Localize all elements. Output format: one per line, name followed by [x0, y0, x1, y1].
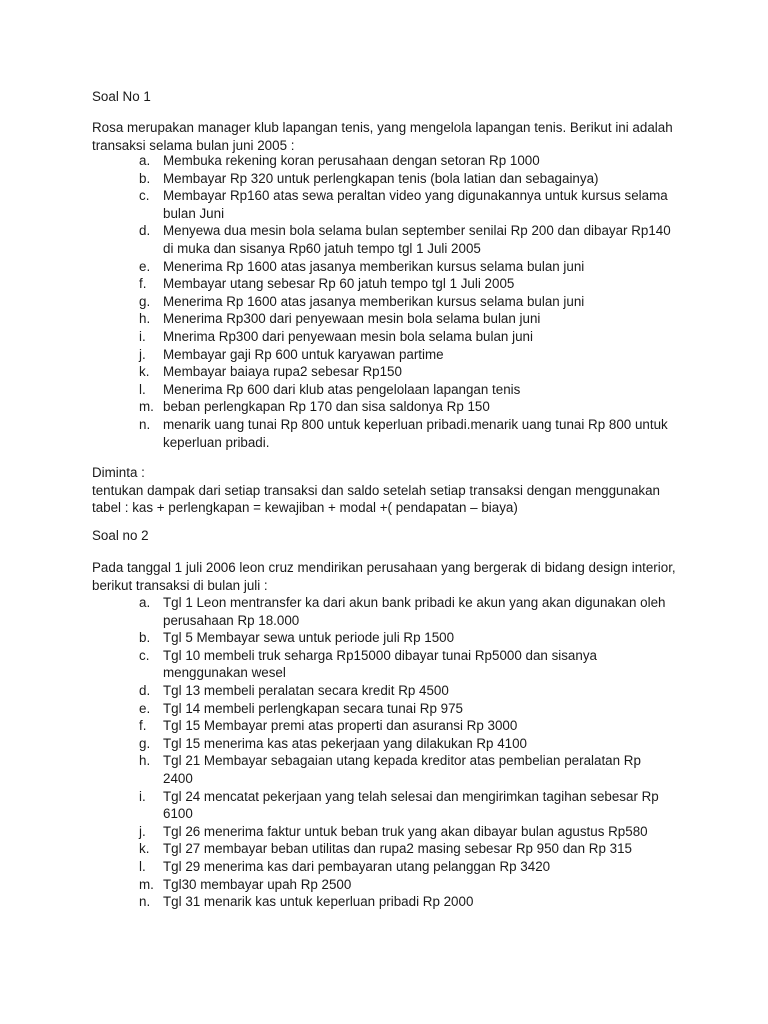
- list-marker: j.: [139, 346, 146, 362]
- list-marker: i.: [139, 788, 146, 804]
- list-marker: c.: [139, 188, 150, 204]
- list-item-text: Tgl 29 menerima kas dari pembayaran utang pelanggan Rp 3420: [163, 858, 551, 874]
- list-marker: k.: [139, 841, 150, 857]
- list-marker: b.: [139, 630, 151, 646]
- list-item-text: Tgl 27 membayar beban utilitas dan rupa2 masing sebesar Rp 950 dan Rp 315: [163, 841, 632, 857]
- list-item: [0, 363, 673, 381]
- list-item: [0, 840, 673, 858]
- list-item-text: Tgl 24 mencatat pekerjaan yang telah selesai dan mengirimkan tagihan sebesar Rp 6100: [163, 788, 659, 822]
- list-marker: k.: [139, 364, 150, 380]
- list-item-text: Tgl 1 Leon mentransfer ka dari akun bank pribadi ke akun yang akan digunakan oleh perusahaan Rp 18.000: [163, 595, 666, 628]
- list-item: [0, 893, 673, 911]
- list-item: [0, 275, 673, 293]
- list-item-text: Tgl 15 Membayar premi atas properti dan asuransi Rp 3000: [163, 718, 518, 734]
- list-marker: e.: [139, 258, 151, 274]
- list-marker: c.: [139, 647, 150, 663]
- list-item-text: Tgl 21 Membayar sebagaian utang kepada kreditor atas pembelian peralatan Rp 2400: [163, 753, 641, 786]
- list-item: [0, 416, 673, 451]
- list-item: [0, 858, 673, 876]
- soal-2-intro: Pada tanggal 1 juli 2006 leon cruz mendirikan perusahaan yang bergerak di bidang design interior, berikut transaksi di bulan juli :: [92, 560, 676, 593]
- diminta-text: tentukan dampak dari setiap transaksi dan saldo setelah setiap transaksi dengan menggunakan tabel : kas + perlengkapan = kewajiban + modal +( pendapatan – biaya): [92, 482, 660, 516]
- list-item: [0, 717, 673, 735]
- soal-2-transaction-list: [0, 594, 700, 911]
- list-marker: m.: [139, 399, 154, 415]
- soal-1-transaction-list: [0, 152, 700, 451]
- list-item: [0, 398, 673, 416]
- list-item-text: Tgl 10 membeli truk seharga Rp15000 dibayar tunai Rp5000 dan sisanya menggunakan wesel: [163, 647, 597, 681]
- list-marker: g.: [139, 293, 151, 309]
- list-item: [0, 700, 673, 718]
- list-item-text: Mnerima Rp300 dari penyewaan mesin bola selama bulan juni: [163, 328, 533, 344]
- list-item: [0, 876, 673, 894]
- diminta-section: [92, 464, 692, 517]
- list-item-text: Tgl 5 Membayar sewa untuk periode juli Rp 1500: [163, 630, 455, 646]
- list-item-text: beban perlengkapan Rp 170 dan sisa saldonya Rp 150: [163, 399, 490, 415]
- list-marker: m.: [139, 876, 154, 892]
- list-item: [0, 381, 673, 399]
- list-item: [0, 328, 673, 346]
- list-item-text: Membayar utang sebesar Rp 60 jatuh tempo tgl 1 Juli 2005: [163, 276, 515, 292]
- list-item: [0, 310, 673, 328]
- list-item-text: Tgl 31 menarik kas untuk keperluan pribadi Rp 2000: [163, 894, 474, 910]
- list-item: [0, 152, 673, 170]
- list-item-text: Membayar gaji Rp 600 untuk karyawan partime: [163, 346, 444, 362]
- list-item: [0, 187, 673, 222]
- list-item-text: Membayar Rp 320 untuk perlengkapan tenis (bola latian dan sebagainya): [163, 170, 599, 186]
- list-marker: n.: [139, 416, 151, 432]
- list-item: [0, 752, 673, 787]
- list-item-text: Menerima Rp300 dari penyewaan mesin bola selama bulan juni: [163, 311, 541, 327]
- list-item: [0, 788, 673, 823]
- list-marker: l.: [139, 381, 146, 397]
- soal-2-heading: Soal no 2: [92, 528, 149, 543]
- diminta-label: Diminta :: [92, 465, 145, 480]
- list-item: [0, 258, 673, 276]
- list-marker: d.: [139, 682, 151, 698]
- list-item: [0, 647, 673, 682]
- list-marker: h.: [139, 753, 151, 769]
- list-item: [0, 346, 673, 364]
- list-item: [0, 594, 673, 629]
- list-marker: b.: [139, 170, 151, 186]
- list-item: [0, 823, 673, 841]
- list-item-text: Tgl 26 menerima faktur untuk beban truk yang akan dibayar bulan agustus Rp580: [163, 823, 648, 839]
- list-marker: d.: [139, 223, 151, 239]
- list-item-text: Membuka rekening koran perusahaan dengan setoran Rp 1000: [163, 153, 540, 168]
- list-marker: l.: [139, 858, 146, 874]
- list-item-text: Tgl 13 membeli peralatan secara kredit Rp 4500: [163, 682, 449, 698]
- list-marker: a.: [139, 595, 151, 610]
- list-marker: f.: [139, 276, 147, 292]
- list-item-text: Menerima Rp 600 dari klub atas pengelolaan lapangan tenis: [163, 381, 521, 397]
- list-marker: j.: [139, 823, 146, 839]
- list-item-text: Tgl30 membayar upah Rp 2500: [163, 876, 352, 892]
- list-item: [0, 682, 673, 700]
- list-item-text: menarik uang tunai Rp 800 untuk keperluan pribadi.menarik uang tunai Rp 800 untuk keperluan pribadi.: [163, 416, 668, 450]
- list-item-text: Membayar Rp160 atas sewa peraltan video yang digunakannya untuk kursus selama bulan Juni: [163, 188, 668, 221]
- list-marker: f.: [139, 718, 147, 734]
- list-marker: g.: [139, 735, 151, 751]
- list-marker: i.: [139, 328, 146, 344]
- list-item: [0, 222, 673, 257]
- list-item-text: Menerima Rp 1600 atas jasanya memberikan kursus selama bulan juni: [163, 293, 585, 309]
- list-item-text: Menerima Rp 1600 atas jasanya memberikan kursus selama bulan juni: [163, 258, 585, 274]
- list-item: [0, 293, 673, 311]
- soal-1-heading: Soal No 1: [92, 89, 151, 104]
- list-item: [0, 629, 673, 647]
- list-marker: h.: [139, 311, 151, 327]
- list-item-text: Menyewa dua mesin bola selama bulan september senilai Rp 200 dan dibayar Rp140 di muka dan sisanya Rp60 jatuh tempo tgl 1 Juli 2005: [163, 223, 671, 256]
- list-marker: a.: [139, 153, 151, 168]
- list-item: [0, 735, 673, 753]
- list-marker: n.: [139, 894, 151, 910]
- list-item: [0, 170, 673, 188]
- list-marker: e.: [139, 700, 151, 716]
- list-item-text: Membayar baiaya rupa2 sebesar Rp150: [163, 364, 402, 380]
- list-item-text: Tgl 15 menerima kas atas pekerjaan yang dilakukan Rp 4100: [163, 735, 527, 751]
- soal-1-intro: Rosa merupakan manager klub lapangan tenis, yang mengelola lapangan tenis. Berikut ini adalah transaksi selama bulan juni 2005 :: [92, 120, 673, 153]
- list-item-text: Tgl 14 membeli perlengkapan secara tunai Rp 975: [163, 700, 463, 716]
